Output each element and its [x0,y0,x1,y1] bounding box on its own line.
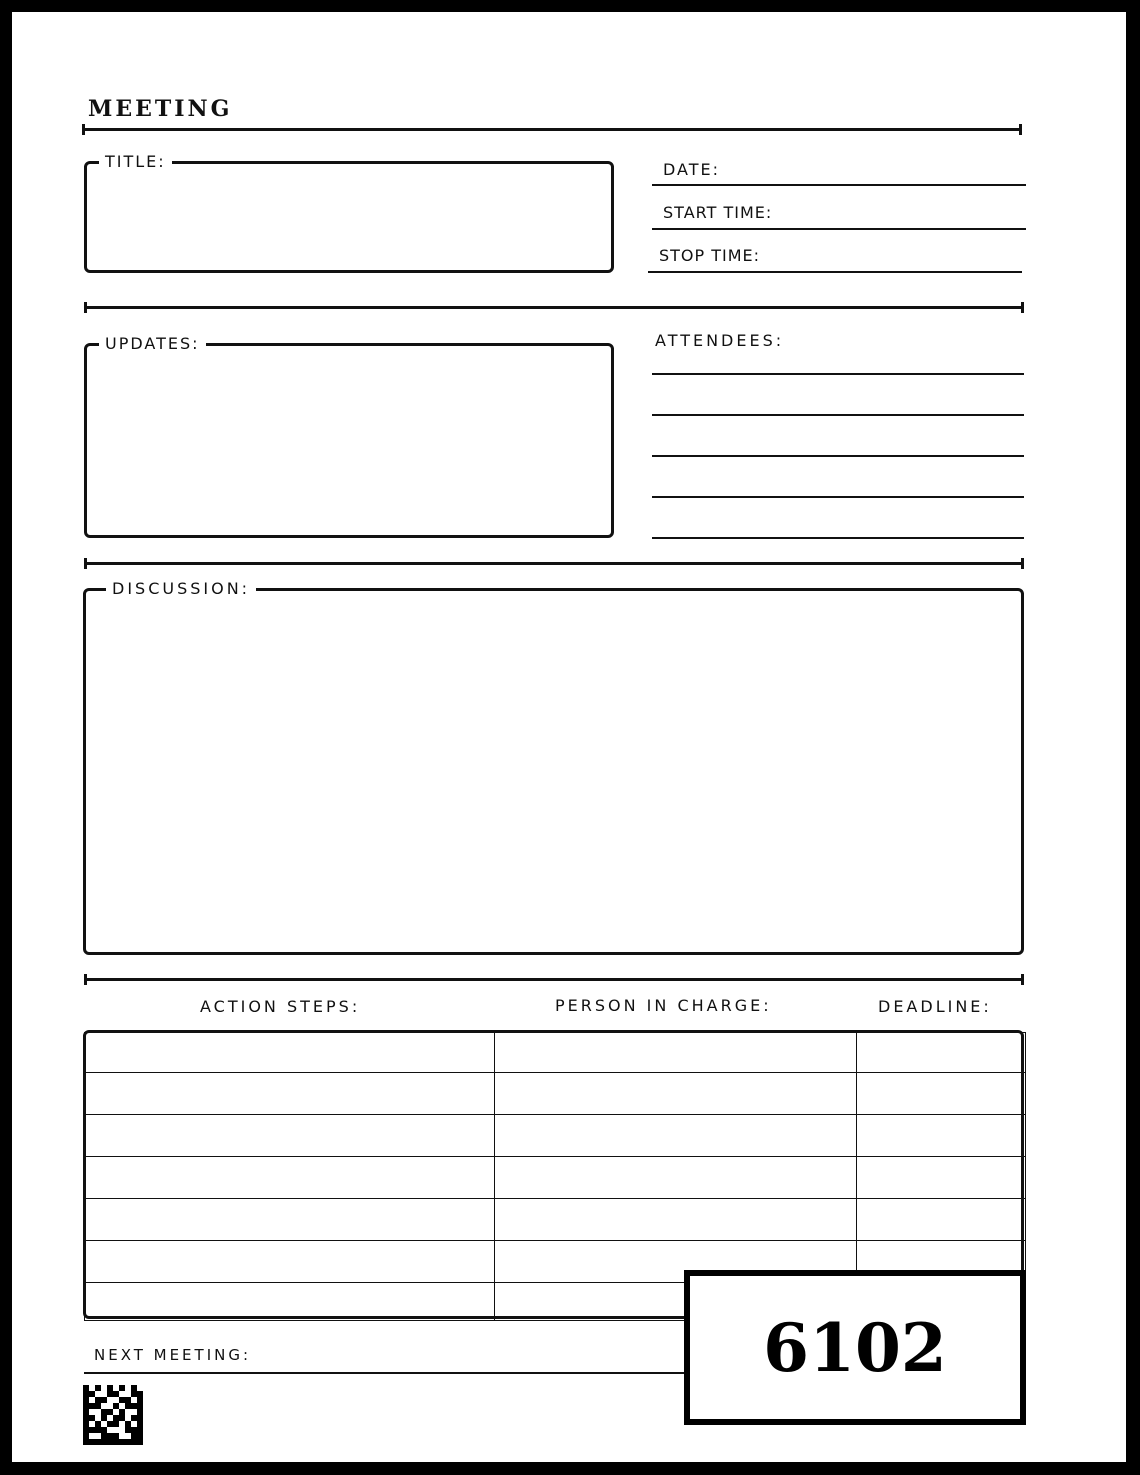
action-cell[interactable] [85,1115,495,1157]
deadline-cell[interactable] [857,1199,1026,1241]
date-line[interactable] [652,184,1026,186]
section-divider-2 [84,562,1024,565]
title-label: TITLE: [99,152,172,171]
action-cell[interactable] [85,1073,495,1115]
action-cell[interactable] [85,1033,495,1073]
person-cell[interactable] [495,1199,857,1241]
planner-page [12,12,1126,1462]
page-title: MEETING [88,96,233,122]
action-cell[interactable] [85,1199,495,1241]
stop-time-line[interactable] [648,271,1022,273]
updates-label: UPDATES: [99,334,206,353]
table-row [85,1033,1026,1073]
action-cell[interactable] [85,1241,495,1283]
action-cell[interactable] [85,1157,495,1199]
section-divider-3 [84,978,1024,981]
start-time-line[interactable] [652,228,1026,230]
action-cell[interactable] [85,1283,495,1321]
discussion-label: DISCUSSION: [106,579,256,598]
updates-box[interactable] [84,334,614,538]
table-row [85,1073,1026,1115]
person-cell[interactable] [495,1033,857,1073]
attendees-label: ATTENDEES: [655,331,785,350]
person-in-charge-header: PERSON IN CHARGE: [555,996,772,1015]
date-label: DATE: [663,160,721,179]
attendee-line[interactable] [652,373,1024,375]
person-cell[interactable] [495,1115,857,1157]
deadline-cell[interactable] [857,1157,1026,1199]
attendee-line[interactable] [652,537,1024,539]
deadline-cell[interactable] [857,1115,1026,1157]
year-badge-text: 6102 [763,1308,947,1387]
action-steps-header: ACTION STEPS: [200,997,361,1016]
start-time-label: START TIME: [663,203,773,222]
deadline-cell[interactable] [857,1033,1026,1073]
barcode-icon [83,1385,143,1445]
person-cell[interactable] [495,1157,857,1199]
attendee-line[interactable] [652,414,1024,416]
title-box[interactable] [84,152,614,273]
person-cell[interactable] [495,1073,857,1115]
header-divider [82,128,1022,131]
discussion-box[interactable] [83,579,1024,955]
table-row [85,1199,1026,1241]
next-meeting-label: NEXT MEETING: [94,1346,252,1364]
deadline-header: DEADLINE: [878,997,992,1016]
attendee-line[interactable] [652,455,1024,457]
next-meeting-line[interactable] [84,1372,704,1374]
year-badge [684,1270,1026,1425]
attendee-line[interactable] [652,496,1024,498]
section-divider-1 [84,306,1024,309]
table-row [85,1157,1026,1199]
deadline-cell[interactable] [857,1073,1026,1115]
stop-time-label: STOP TIME: [659,246,761,265]
table-row [85,1115,1026,1157]
